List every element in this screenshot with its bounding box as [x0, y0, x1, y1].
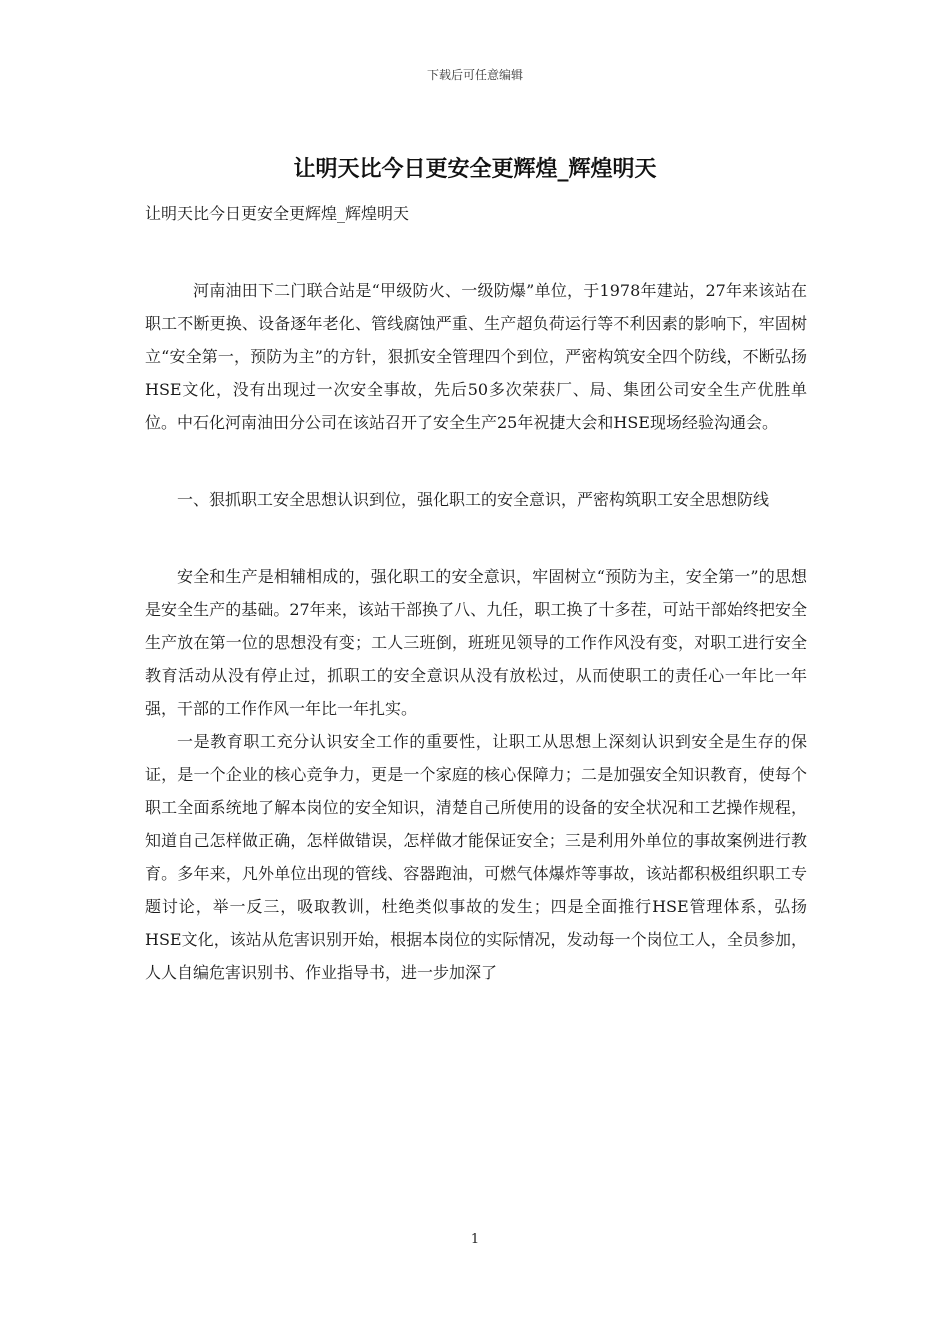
- document-subtitle: 让明天比今日更安全更辉煌_辉煌明天: [145, 204, 410, 223]
- paragraph-education-measures: 一是教育职工充分认识安全工作的重要性，让职工从思想上深刻认识到安全是生存的保证，是一个企业的核心竞争力，更是一个家庭的核心保障力；二是加强安全知识教育，使每个职工全面系统地了解本岗位的安全知识，清楚自己所使用的设备的安全状况和工艺操作规程，知道自己怎样做正确，怎样做错误，怎样做才能保证安全；三是利用外单位的事故案例进行教育。多年来，凡外单位出现的管线、容器跑油，可燃气体爆炸等事故，该站都积极组织职工专题讨论，举一反三，吸取教训，杜绝类似事故的发生；四是全面推行HSE管理体系，弘扬HSE文化，该站从危害识别开始，根据本岗位的实际情况，发动每一个岗位工人，全员参加，人人自编危害识别书、作业指导书，进一步加深了: [145, 732, 807, 982]
- section-heading-1: 一、狠抓职工安全思想认识到位，强化职工的安全意识，严密构筑职工安全思想防线: [177, 490, 770, 509]
- page-header-note: 下载后可任意编辑: [426, 68, 523, 82]
- document-body: [145, 197, 807, 989]
- blank-line: [145, 439, 807, 483]
- paragraph-intro: 河南油田下二门联合站是“甲级防火、一级防爆”单位，于1978年建站，27年来该站在职工不断更换、设备逐年老化、管线腐蚀严重、生产超负荷运行等不利因素的影响下，牢固树立“安全第一，预防为主”的方针，狠抓安全管理四个到位，严密构筑安全四个防线，不断弘扬HSE文化，没有出现过一次安全事故，先后50多次荣获厂、局、集团公司安全生产优胜单位。中石化河南油田分公司在该站召开了安全生产25年祝捷大会和HSE现场经验沟通会。: [145, 281, 807, 432]
- document-title: 让明天比今日更安全更辉煌_辉煌明天: [293, 156, 657, 182]
- paragraph-safety-production: 安全和生产是相辅相成的，强化职工的安全意识，牢固树立“预防为主，安全第一”的思想是安全生产的基础。27年来，该站干部换了八、九任，职工换了十多茬，可站干部始终把安全生产放在第一位的思想没有变；工人三班倒，班班见领导的工作作风没有变，对职工进行安全教育活动从没有停止过，抓职工的安全意识从没有放松过，从而使职工的责任心一年比一年强，干部的工作作风一年比一年扎实。: [145, 567, 807, 718]
- blank-line: [145, 230, 807, 274]
- page-number: 1: [470, 1232, 480, 1247]
- blank-line: [145, 516, 807, 560]
